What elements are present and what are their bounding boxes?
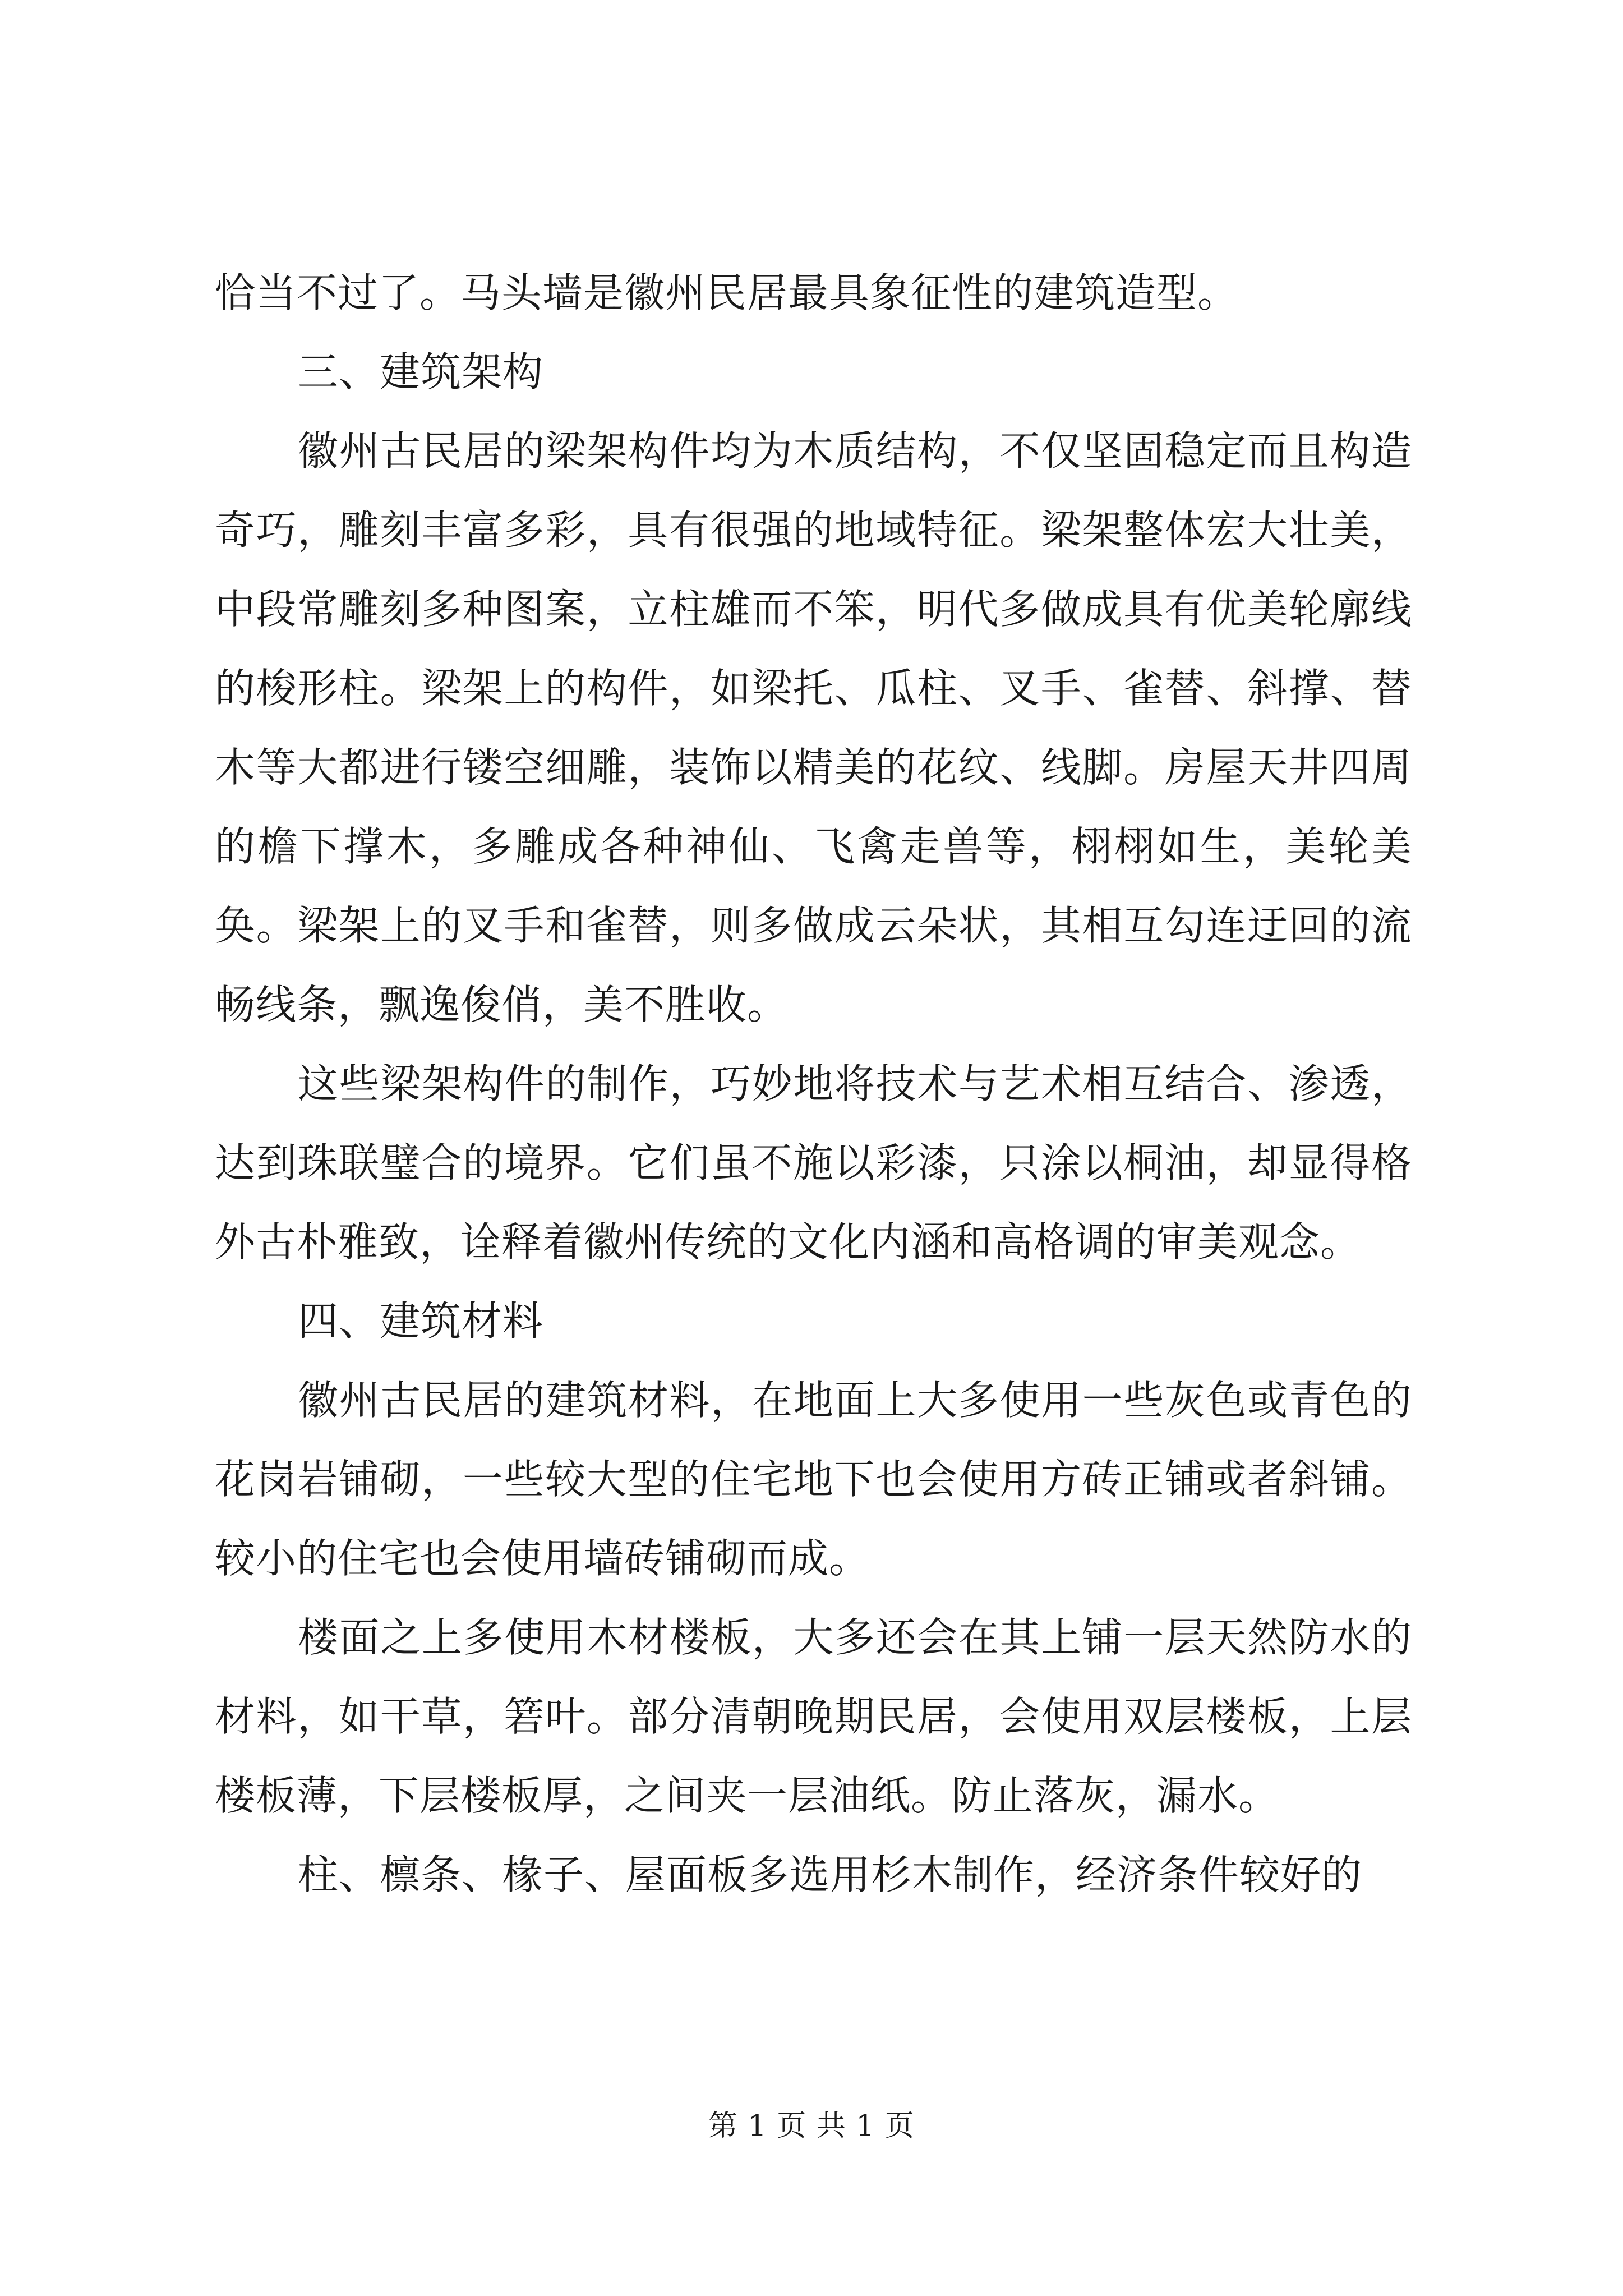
paragraph-floor-materials: 楼面之上多使用木材楼板，大多还会在其上铺一层天然防水的材料，如干草，箬叶。部分清朝晚期民居，会使用双层楼板，上层楼板薄，下层楼板厚，之间夹一层油纸。防止落灰，漏水。 — [215, 1614, 1412, 1819]
section-heading-building-materials: 四、建筑材料 — [298, 1297, 544, 1345]
paragraph-beam-frame: 徽州古民居的梁架构件均为木质结构，不仅坚固稳定而且构造奇巧，雕刻丰富多彩，具有很强的地域特征。梁架整体宏大壮美，中段常雕刻多种图案，立柱雄而不笨，明代多做成具有优美轮廓线的梭形柱。梁架上的构件，如梁托、瓜柱、叉手、雀替、斜撑、替木等大都进行镂空细雕，装饰以精美的花纹、线脚。房屋天井四周的檐下撑木，多雕成各种神仙、飞禽走兽等，栩栩如生，美轮美奂。梁架上的叉手和雀替，则多做成云朵状，其相互勾连迂回的流畅线条，飘逸俊俏，美不胜收。 — [215, 427, 1412, 1028]
paragraph-ground-materials: 徽州古民居的建筑材料，在地面上大多使用一些灰色或青色的花岗岩铺砌，一些较大型的住宅地下也会使用方砖正铺或者斜铺。较小的住宅也会使用墙砖铺砌而成。 — [215, 1377, 1412, 1582]
section-heading-architecture-structure: 三、建筑架构 — [298, 348, 544, 395]
paragraph-continuation: 恰当不过了。马头墙是徽州民居最具象征性的建筑造型。 — [215, 269, 1239, 316]
paragraph-beam-craft: 这些梁架构件的制作，巧妙地将技术与艺术相互结合、渗透，达到珠联璧合的境界。它们虽不施以彩漆，只涂以桐油，却显得格外古朴雅致，诠释着徽州传统的文化内涵和高格调的审美观念。 — [215, 1060, 1412, 1266]
page-footer: 第 1 页 共 1 页 — [708, 2109, 915, 2143]
paragraph-timber-materials: 柱、檩条、椽子、屋面板多选用杉木制作，经济条件较好的 — [298, 1851, 1363, 1898]
document-body — [215, 254, 1412, 1915]
